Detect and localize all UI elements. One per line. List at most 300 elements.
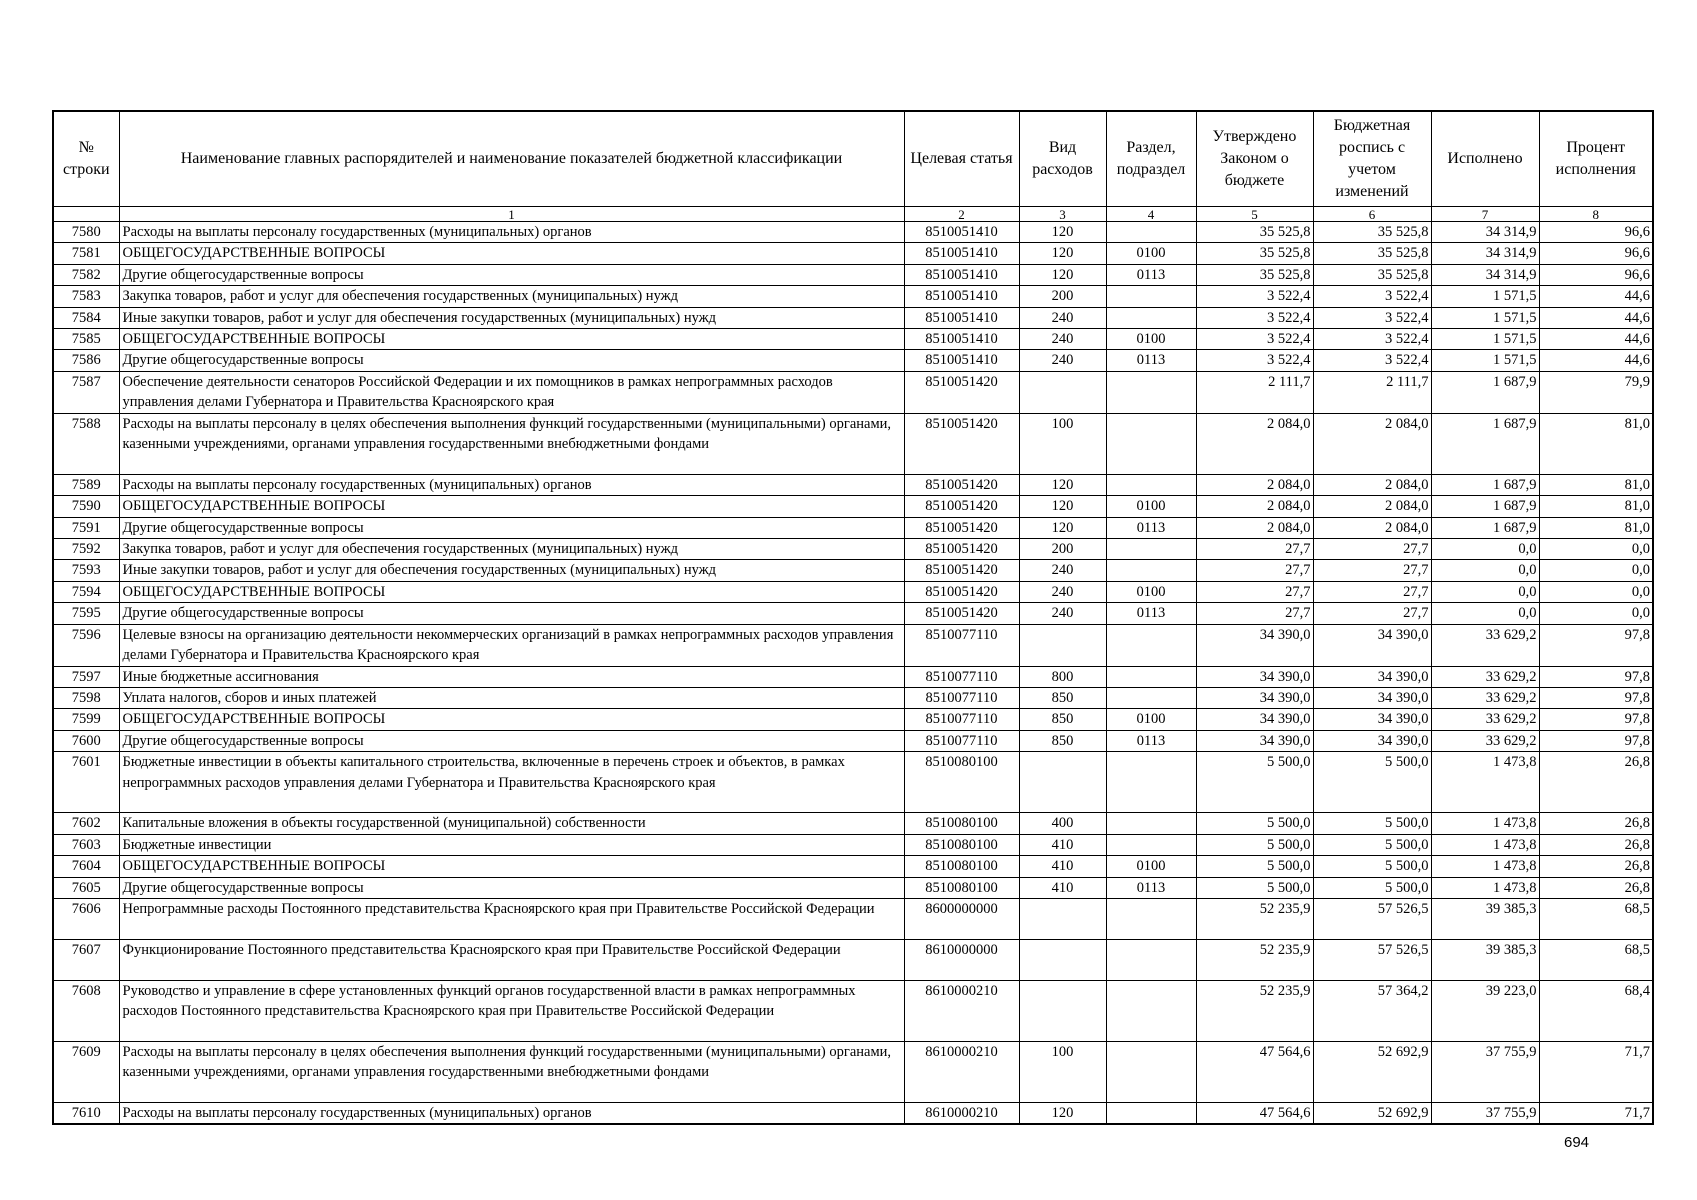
- row-approved: 3 522,4: [1196, 350, 1313, 371]
- row-approved: 35 525,8: [1196, 243, 1313, 264]
- row-section: [1106, 222, 1196, 243]
- row-kind: 240: [1019, 560, 1106, 581]
- row-executed: 0,0: [1431, 539, 1539, 560]
- row-number: 7599: [53, 709, 119, 730]
- row-schedule: 35 525,8: [1313, 243, 1431, 264]
- row-kind: 850: [1019, 687, 1106, 708]
- row-name: Закупка товаров, работ и услуг для обеспечения государственных (муниципальных) нужд: [119, 286, 904, 307]
- row-executed: 0,0: [1431, 603, 1539, 624]
- row-section: [1106, 813, 1196, 834]
- row-percent: 97,8: [1539, 730, 1653, 751]
- row-section: 0100: [1106, 581, 1196, 602]
- column-number-row: [53, 207, 1653, 222]
- row-number: 7595: [53, 603, 119, 624]
- row-section: 0113: [1106, 603, 1196, 624]
- row-percent: 97,8: [1539, 709, 1653, 730]
- row-executed: 33 629,2: [1431, 687, 1539, 708]
- row-kind: 120: [1019, 517, 1106, 538]
- row-target: 8510051420: [904, 539, 1019, 560]
- row-kind: 200: [1019, 286, 1106, 307]
- row-kind: 410: [1019, 834, 1106, 855]
- row-percent: 97,8: [1539, 687, 1653, 708]
- row-target: 8510080100: [904, 856, 1019, 877]
- row-section: 0113: [1106, 350, 1196, 371]
- table-row: [53, 980, 1653, 1041]
- table-row: [53, 496, 1653, 517]
- row-approved: 2 084,0: [1196, 517, 1313, 538]
- row-executed: 34 314,9: [1431, 264, 1539, 285]
- row-number: 7607: [53, 939, 119, 980]
- row-name: ОБЩЕГОСУДАРСТВЕННЫЕ ВОПРОСЫ: [119, 856, 904, 877]
- row-name: Бюджетные инвестиции: [119, 834, 904, 855]
- row-kind: 120: [1019, 496, 1106, 517]
- row-name: Руководство и управление в сфере установленных функций органов государственной власти в рамках непрограммных расходов Постоянного представительства Красноярского края при Правительстве Российской Федерации: [119, 980, 904, 1041]
- row-schedule: 34 390,0: [1313, 666, 1431, 687]
- row-approved: 34 390,0: [1196, 709, 1313, 730]
- row-target: 8610000210: [904, 1041, 1019, 1102]
- row-section: [1106, 752, 1196, 813]
- row-number: 7600: [53, 730, 119, 751]
- table-row: [53, 474, 1653, 495]
- row-number: 7590: [53, 496, 119, 517]
- row-number: 7589: [53, 474, 119, 495]
- row-kind: 410: [1019, 877, 1106, 898]
- row-executed: 1 571,5: [1431, 350, 1539, 371]
- row-name: Бюджетные инвестиции в объекты капитального строительства, включенные в перечень строек и объектов, в рамках непрограммных расходов управления делами Губернатора и Правительства Красноярского края: [119, 752, 904, 813]
- row-kind: 850: [1019, 709, 1106, 730]
- table-row: [53, 666, 1653, 687]
- row-section: [1106, 307, 1196, 328]
- row-number: 7606: [53, 898, 119, 939]
- row-target: 8510051410: [904, 350, 1019, 371]
- row-executed: 1 687,9: [1431, 517, 1539, 538]
- row-number: 7597: [53, 666, 119, 687]
- row-kind: [1019, 624, 1106, 666]
- table-body: [53, 222, 1653, 1125]
- row-percent: 26,8: [1539, 834, 1653, 855]
- header-name: Наименование главных распорядителей и наименование показателей бюджетной классификации: [119, 111, 904, 207]
- row-approved: 5 500,0: [1196, 834, 1313, 855]
- row-schedule: 35 525,8: [1313, 264, 1431, 285]
- table-row: [53, 371, 1653, 413]
- table-row: [53, 413, 1653, 474]
- row-number: 7583: [53, 286, 119, 307]
- row-number: 7592: [53, 539, 119, 560]
- row-target: 8510051420: [904, 413, 1019, 474]
- row-target: 8510080100: [904, 752, 1019, 813]
- row-name: Другие общегосударственные вопросы: [119, 603, 904, 624]
- row-schedule: 34 390,0: [1313, 730, 1431, 751]
- column-number: 1: [119, 207, 904, 222]
- row-percent: 97,8: [1539, 666, 1653, 687]
- row-name: Уплата налогов, сборов и иных платежей: [119, 687, 904, 708]
- row-name: Закупка товаров, работ и услуг для обеспечения государственных (муниципальных) нужд: [119, 539, 904, 560]
- table-row: [53, 560, 1653, 581]
- row-percent: 79,9: [1539, 371, 1653, 413]
- row-percent: 26,8: [1539, 877, 1653, 898]
- row-section: [1106, 413, 1196, 474]
- row-percent: 96,6: [1539, 264, 1653, 285]
- row-section: [1106, 1041, 1196, 1102]
- row-schedule: 27,7: [1313, 603, 1431, 624]
- row-kind: 800: [1019, 666, 1106, 687]
- row-section: [1106, 560, 1196, 581]
- row-approved: 34 390,0: [1196, 666, 1313, 687]
- row-section: 0100: [1106, 243, 1196, 264]
- table-row: [53, 939, 1653, 980]
- header-target: Целевая статья: [904, 111, 1019, 207]
- row-target: 8510080100: [904, 834, 1019, 855]
- row-number: 7596: [53, 624, 119, 666]
- row-approved: 2 084,0: [1196, 413, 1313, 474]
- row-schedule: 27,7: [1313, 539, 1431, 560]
- row-target: 8510051410: [904, 286, 1019, 307]
- row-number: 7594: [53, 581, 119, 602]
- row-executed: 39 385,3: [1431, 939, 1539, 980]
- row-percent: 97,8: [1539, 624, 1653, 666]
- table-row: [53, 329, 1653, 350]
- row-percent: 96,6: [1539, 222, 1653, 243]
- column-number: 3: [1019, 207, 1106, 222]
- row-kind: [1019, 939, 1106, 980]
- row-schedule: 2 084,0: [1313, 517, 1431, 538]
- row-section: 0100: [1106, 329, 1196, 350]
- table-row: [53, 834, 1653, 855]
- row-section: [1106, 834, 1196, 855]
- row-target: 8510080100: [904, 813, 1019, 834]
- row-executed: 1 687,9: [1431, 371, 1539, 413]
- row-target: 8510077110: [904, 709, 1019, 730]
- row-schedule: 5 500,0: [1313, 877, 1431, 898]
- row-name: ОБЩЕГОСУДАРСТВЕННЫЕ ВОПРОСЫ: [119, 709, 904, 730]
- row-kind: [1019, 752, 1106, 813]
- column-number: 6: [1313, 207, 1431, 222]
- row-kind: 100: [1019, 413, 1106, 474]
- row-schedule: 3 522,4: [1313, 307, 1431, 328]
- row-section: [1106, 939, 1196, 980]
- row-name: Расходы на выплаты персоналу государственных (муниципальных) органов: [119, 222, 904, 243]
- row-number: 7582: [53, 264, 119, 285]
- table-row: [53, 517, 1653, 538]
- row-kind: 120: [1019, 264, 1106, 285]
- row-target: 8510051410: [904, 222, 1019, 243]
- header-schedule: Бюджетная роспись с учетом изменений: [1313, 111, 1431, 207]
- row-kind: 120: [1019, 474, 1106, 495]
- budget-report-page: [52, 110, 1652, 1125]
- row-executed: 1 687,9: [1431, 474, 1539, 495]
- row-name: ОБЩЕГОСУДАРСТВЕННЫЕ ВОПРОСЫ: [119, 329, 904, 350]
- row-percent: 26,8: [1539, 752, 1653, 813]
- table-row: [53, 898, 1653, 939]
- table-row: [53, 687, 1653, 708]
- row-approved: 3 522,4: [1196, 286, 1313, 307]
- row-kind: 850: [1019, 730, 1106, 751]
- table-row: [53, 856, 1653, 877]
- budget-table: [52, 110, 1654, 1125]
- row-name: Другие общегосударственные вопросы: [119, 350, 904, 371]
- row-section: [1106, 666, 1196, 687]
- row-number: 7581: [53, 243, 119, 264]
- row-name: Иные закупки товаров, работ и услуг для обеспечения государственных (муниципальных) нужд: [119, 560, 904, 581]
- row-number: 7585: [53, 329, 119, 350]
- table-row: [53, 243, 1653, 264]
- row-kind: 200: [1019, 539, 1106, 560]
- row-number: 7580: [53, 222, 119, 243]
- row-approved: 3 522,4: [1196, 307, 1313, 328]
- row-approved: 5 500,0: [1196, 877, 1313, 898]
- row-target: 8610000210: [904, 980, 1019, 1041]
- row-approved: 5 500,0: [1196, 813, 1313, 834]
- row-approved: 35 525,8: [1196, 264, 1313, 285]
- header-row: [53, 111, 1653, 207]
- row-schedule: 57 526,5: [1313, 939, 1431, 980]
- row-schedule: 2 084,0: [1313, 474, 1431, 495]
- row-kind: 100: [1019, 1041, 1106, 1102]
- row-section: [1106, 898, 1196, 939]
- row-executed: 1 571,5: [1431, 286, 1539, 307]
- row-approved: 47 564,6: [1196, 1102, 1313, 1124]
- row-schedule: 35 525,8: [1313, 222, 1431, 243]
- row-executed: 39 385,3: [1431, 898, 1539, 939]
- row-percent: 71,7: [1539, 1102, 1653, 1124]
- row-number: 7608: [53, 980, 119, 1041]
- row-section: [1106, 624, 1196, 666]
- row-kind: 240: [1019, 581, 1106, 602]
- row-section: [1106, 687, 1196, 708]
- row-executed: 1 687,9: [1431, 413, 1539, 474]
- row-approved: 34 390,0: [1196, 730, 1313, 751]
- table-row: [53, 539, 1653, 560]
- row-approved: 34 390,0: [1196, 624, 1313, 666]
- table-row: [53, 581, 1653, 602]
- row-number: 7598: [53, 687, 119, 708]
- table-row: [53, 1102, 1653, 1124]
- row-approved: 5 500,0: [1196, 856, 1313, 877]
- row-target: 8510051420: [904, 496, 1019, 517]
- row-approved: 52 235,9: [1196, 898, 1313, 939]
- row-name: ОБЩЕГОСУДАРСТВЕННЫЕ ВОПРОСЫ: [119, 243, 904, 264]
- row-schedule: 34 390,0: [1313, 624, 1431, 666]
- row-section: [1106, 474, 1196, 495]
- row-kind: 240: [1019, 350, 1106, 371]
- row-section: [1106, 1102, 1196, 1124]
- row-target: 8600000000: [904, 898, 1019, 939]
- row-approved: 27,7: [1196, 539, 1313, 560]
- row-number: 7602: [53, 813, 119, 834]
- row-percent: 0,0: [1539, 581, 1653, 602]
- row-kind: 240: [1019, 603, 1106, 624]
- row-executed: 1 473,8: [1431, 834, 1539, 855]
- row-name: Расходы на выплаты персоналу государственных (муниципальных) органов: [119, 474, 904, 495]
- row-name: Другие общегосударственные вопросы: [119, 264, 904, 285]
- header-section: Раздел, подраздел: [1106, 111, 1196, 207]
- row-kind: 240: [1019, 329, 1106, 350]
- row-name: Расходы на выплаты персоналу государственных (муниципальных) органов: [119, 1102, 904, 1124]
- row-approved: 52 235,9: [1196, 939, 1313, 980]
- row-schedule: 57 526,5: [1313, 898, 1431, 939]
- row-name: Другие общегосударственные вопросы: [119, 517, 904, 538]
- row-schedule: 52 692,9: [1313, 1102, 1431, 1124]
- row-executed: 33 629,2: [1431, 624, 1539, 666]
- row-name: Другие общегосударственные вопросы: [119, 877, 904, 898]
- row-percent: 96,6: [1539, 243, 1653, 264]
- row-kind: 120: [1019, 222, 1106, 243]
- row-percent: 0,0: [1539, 560, 1653, 581]
- row-approved: 27,7: [1196, 603, 1313, 624]
- row-percent: 0,0: [1539, 539, 1653, 560]
- row-executed: 33 629,2: [1431, 730, 1539, 751]
- row-name: Другие общегосударственные вопросы: [119, 730, 904, 751]
- table-row: [53, 350, 1653, 371]
- row-schedule: 34 390,0: [1313, 687, 1431, 708]
- row-schedule: 5 500,0: [1313, 834, 1431, 855]
- header-kind: Вид расходов: [1019, 111, 1106, 207]
- column-number-empty: [53, 207, 119, 222]
- row-section: 0113: [1106, 877, 1196, 898]
- row-percent: 68,5: [1539, 939, 1653, 980]
- row-executed: 0,0: [1431, 581, 1539, 602]
- row-executed: 37 755,9: [1431, 1041, 1539, 1102]
- row-name: ОБЩЕГОСУДАРСТВЕННЫЕ ВОПРОСЫ: [119, 581, 904, 602]
- row-target: 8510051420: [904, 517, 1019, 538]
- table-row: [53, 264, 1653, 285]
- row-target: 8510051410: [904, 243, 1019, 264]
- row-kind: 120: [1019, 1102, 1106, 1124]
- row-kind: [1019, 898, 1106, 939]
- row-target: 8510077110: [904, 666, 1019, 687]
- row-name: Обеспечение деятельности сенаторов Российской Федерации и их помощников в рамках непрограммных расходов управления делами Губернатора и Правительства Красноярского края: [119, 371, 904, 413]
- row-approved: 35 525,8: [1196, 222, 1313, 243]
- row-percent: 71,7: [1539, 1041, 1653, 1102]
- row-executed: 1 571,5: [1431, 307, 1539, 328]
- row-schedule: 3 522,4: [1313, 286, 1431, 307]
- row-name: Расходы на выплаты персоналу в целях обеспечения выполнения функций государственными (муниципальными) органами, казенными учреждениями, органами управления государственными внебюджетными фондами: [119, 413, 904, 474]
- row-target: 8510051420: [904, 603, 1019, 624]
- row-approved: 3 522,4: [1196, 329, 1313, 350]
- row-percent: 26,8: [1539, 856, 1653, 877]
- row-approved: 27,7: [1196, 581, 1313, 602]
- row-name: Капитальные вложения в объекты государственной (муниципальной) собственности: [119, 813, 904, 834]
- table-row: [53, 286, 1653, 307]
- row-percent: 44,6: [1539, 286, 1653, 307]
- row-schedule: 5 500,0: [1313, 856, 1431, 877]
- row-executed: 1 473,8: [1431, 752, 1539, 813]
- row-schedule: 3 522,4: [1313, 329, 1431, 350]
- table-row: [53, 752, 1653, 813]
- row-number: 7604: [53, 856, 119, 877]
- row-approved: 2 084,0: [1196, 474, 1313, 495]
- header-row-no: № строки: [53, 111, 119, 207]
- row-percent: 81,0: [1539, 474, 1653, 495]
- row-approved: 34 390,0: [1196, 687, 1313, 708]
- row-name: Иные бюджетные ассигнования: [119, 666, 904, 687]
- row-kind: 120: [1019, 243, 1106, 264]
- row-approved: 5 500,0: [1196, 752, 1313, 813]
- row-target: 8510077110: [904, 687, 1019, 708]
- row-target: 8510051410: [904, 307, 1019, 328]
- row-percent: 44,6: [1539, 329, 1653, 350]
- row-executed: 1 571,5: [1431, 329, 1539, 350]
- row-section: [1106, 539, 1196, 560]
- row-number: 7605: [53, 877, 119, 898]
- row-section: 0100: [1106, 496, 1196, 517]
- table-row: [53, 307, 1653, 328]
- table-row: [53, 1041, 1653, 1102]
- row-percent: 81,0: [1539, 517, 1653, 538]
- row-approved: 52 235,9: [1196, 980, 1313, 1041]
- row-schedule: 27,7: [1313, 560, 1431, 581]
- row-percent: 26,8: [1539, 813, 1653, 834]
- row-target: 8510051420: [904, 560, 1019, 581]
- table-row: [53, 624, 1653, 666]
- row-section: 0113: [1106, 264, 1196, 285]
- row-schedule: 3 522,4: [1313, 350, 1431, 371]
- row-number: 7601: [53, 752, 119, 813]
- row-executed: 0,0: [1431, 560, 1539, 581]
- row-target: 8510051420: [904, 371, 1019, 413]
- row-percent: 68,4: [1539, 980, 1653, 1041]
- row-schedule: 5 500,0: [1313, 752, 1431, 813]
- row-percent: 44,6: [1539, 350, 1653, 371]
- row-number: 7584: [53, 307, 119, 328]
- row-percent: 44,6: [1539, 307, 1653, 328]
- row-section: [1106, 286, 1196, 307]
- row-section: 0113: [1106, 517, 1196, 538]
- row-target: 8510077110: [904, 624, 1019, 666]
- row-number: 7588: [53, 413, 119, 474]
- column-number: 2: [904, 207, 1019, 222]
- row-target: 8510080100: [904, 877, 1019, 898]
- row-executed: 34 314,9: [1431, 243, 1539, 264]
- row-schedule: 27,7: [1313, 581, 1431, 602]
- table-row: [53, 222, 1653, 243]
- row-executed: 34 314,9: [1431, 222, 1539, 243]
- row-number: 7610: [53, 1102, 119, 1124]
- row-approved: 2 084,0: [1196, 496, 1313, 517]
- header-percent: Процент исполнения: [1539, 111, 1653, 207]
- row-schedule: 57 364,2: [1313, 980, 1431, 1041]
- row-section: [1106, 980, 1196, 1041]
- row-kind: [1019, 371, 1106, 413]
- row-target: 8610000210: [904, 1102, 1019, 1124]
- row-kind: 400: [1019, 813, 1106, 834]
- table-row: [53, 709, 1653, 730]
- row-name: Целевые взносы на организацию деятельности некоммерческих организаций в рамках непрограммных расходов управления делами Губернатора и Правительства Красноярского края: [119, 624, 904, 666]
- header-approved: Утверждено Законом о бюджете: [1196, 111, 1313, 207]
- row-percent: 0,0: [1539, 603, 1653, 624]
- row-approved: 2 111,7: [1196, 371, 1313, 413]
- table-row: [53, 603, 1653, 624]
- row-number: 7591: [53, 517, 119, 538]
- column-number: 8: [1539, 207, 1653, 222]
- column-number: 5: [1196, 207, 1313, 222]
- row-number: 7593: [53, 560, 119, 581]
- row-executed: 39 223,0: [1431, 980, 1539, 1041]
- table-row: [53, 813, 1653, 834]
- row-target: 8510051410: [904, 329, 1019, 350]
- row-percent: 81,0: [1539, 413, 1653, 474]
- row-executed: 1 473,8: [1431, 856, 1539, 877]
- row-executed: 1 473,8: [1431, 877, 1539, 898]
- row-name: Функционирование Постоянного представительства Красноярского края при Правительстве Российской Федерации: [119, 939, 904, 980]
- row-target: 8510077110: [904, 730, 1019, 751]
- row-name: ОБЩЕГОСУДАРСТВЕННЫЕ ВОПРОСЫ: [119, 496, 904, 517]
- row-section: [1106, 371, 1196, 413]
- row-schedule: 2 111,7: [1313, 371, 1431, 413]
- row-executed: 33 629,2: [1431, 709, 1539, 730]
- row-target: 8510051410: [904, 264, 1019, 285]
- page-number: 694: [1564, 1134, 1590, 1151]
